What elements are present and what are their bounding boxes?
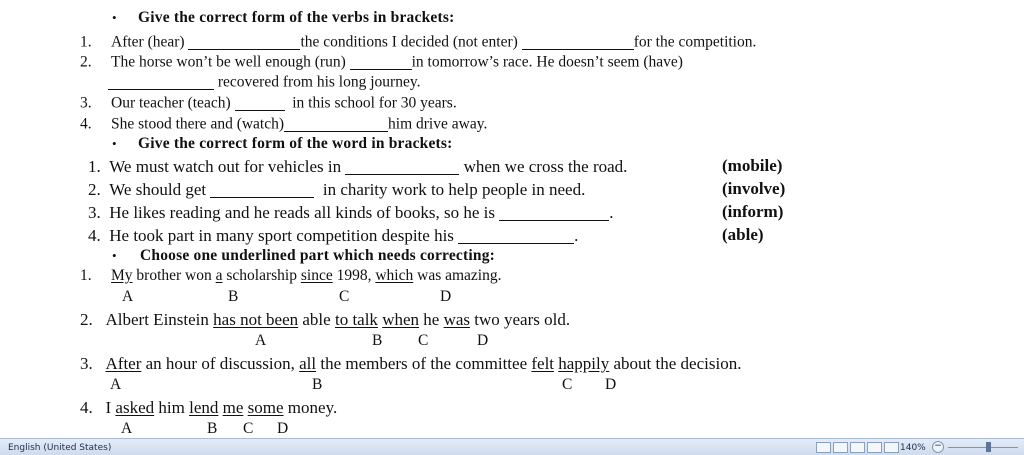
word-hint: (mobile) <box>722 156 783 175</box>
item-text: He likes reading and he reads all kinds of books, so he is <box>109 203 495 222</box>
item-text: was amazing. <box>413 267 502 284</box>
underlined-part[interactable]: My <box>111 267 133 284</box>
item-number: 1. <box>88 157 101 176</box>
outline-view-button[interactable] <box>867 442 882 453</box>
word-hint: (involve) <box>722 179 786 198</box>
word-hint: (inform) <box>722 202 784 221</box>
item-number: 3. <box>80 94 92 112</box>
item-text: him drive away. <box>388 115 488 133</box>
s3-item1 <box>80 268 501 284</box>
item-text: two years old. <box>470 310 571 329</box>
item-text: After (hear) <box>111 33 185 51</box>
option-label: D <box>440 288 452 305</box>
underlined-part[interactable]: all <box>299 354 317 373</box>
draft-view-button[interactable] <box>884 442 899 453</box>
s1-item1 <box>80 33 756 50</box>
answer-blank[interactable] <box>284 115 388 132</box>
item-text: . <box>574 226 579 245</box>
item-number: 2. <box>88 180 101 199</box>
option-label: D <box>605 376 617 393</box>
underlined-part[interactable]: me <box>222 398 244 417</box>
s3-item2 <box>80 311 570 328</box>
item-text: brother won <box>132 267 216 284</box>
web-layout-view-button[interactable] <box>850 442 865 453</box>
s1-item3 <box>80 94 457 111</box>
item-text: The horse won’t be well enough (run) <box>111 53 346 71</box>
option-label: A <box>110 376 122 393</box>
s3-item4 <box>80 399 337 416</box>
answer-blank[interactable] <box>522 33 634 50</box>
underlined-part[interactable]: lend <box>189 398 219 417</box>
answer-blank[interactable] <box>210 180 314 198</box>
item-number: 4. <box>88 226 101 245</box>
option-label: C <box>562 376 573 393</box>
status-bar <box>0 438 1024 455</box>
option-label: C <box>418 332 429 349</box>
item-number: 4. <box>80 115 92 133</box>
underlined-part[interactable]: some <box>247 398 284 417</box>
item-text: able <box>298 310 335 329</box>
underlined-part[interactable]: which <box>375 267 414 284</box>
item-text: We should get <box>109 180 207 199</box>
section3-heading: Choose one underlined part which needs correcting: <box>140 247 496 264</box>
word-hint: (able) <box>722 225 764 244</box>
item-text: about the decision. <box>609 354 742 373</box>
answer-blank[interactable] <box>235 94 285 111</box>
s2-item2 <box>88 180 585 198</box>
item-number: 3. <box>80 354 93 373</box>
item-text: the conditions I decided (not enter) <box>300 33 518 51</box>
option-label: C <box>243 420 254 437</box>
item-text: in charity work to help people in need. <box>322 180 586 199</box>
language-indicator[interactable]: English (United States) <box>8 443 112 453</box>
zoom-out-button[interactable]: − <box>932 441 944 453</box>
underlined-part[interactable]: since <box>300 267 333 284</box>
item-number: 1. <box>80 33 92 51</box>
print-layout-view-button[interactable] <box>816 442 831 453</box>
item-text: . <box>609 203 614 222</box>
item-text: recovered from his long journey. <box>217 73 421 91</box>
underlined-part[interactable]: asked <box>115 398 155 417</box>
option-label: B <box>207 420 218 437</box>
underlined-part[interactable]: has not been <box>213 310 299 329</box>
option-label: A <box>121 420 133 437</box>
bullet: • <box>112 136 117 151</box>
item-text: I <box>105 398 116 417</box>
item-text: him <box>154 398 190 417</box>
item-number: 4. <box>80 398 93 417</box>
full-screen-view-button[interactable] <box>833 442 848 453</box>
item-text: Our teacher (teach) <box>111 94 231 112</box>
bullet: • <box>112 10 117 25</box>
item-number: 2. <box>80 310 93 329</box>
bullet: • <box>112 248 117 263</box>
item-text: in tomorrow’s race. He doesn’t seem (have) <box>411 53 683 71</box>
option-label: B <box>312 376 323 393</box>
option-label: D <box>477 332 489 349</box>
option-label: B <box>228 288 239 305</box>
underlined-part[interactable]: felt <box>531 354 555 373</box>
option-label: B <box>372 332 383 349</box>
item-text: She stood there and (watch) <box>111 115 285 133</box>
underlined-part[interactable]: when <box>382 310 420 329</box>
item-text: He took part in many sport competition despite his <box>109 226 454 245</box>
underlined-part[interactable]: a <box>215 267 223 284</box>
option-label: A <box>122 288 134 305</box>
item-text: 1998, <box>332 267 376 284</box>
item-number: 3. <box>88 203 101 222</box>
zoom-slider-thumb[interactable] <box>986 442 991 452</box>
section1-heading: Give the correct form of the verbs in brackets: <box>138 9 455 26</box>
underlined-part[interactable]: happily <box>558 354 610 373</box>
option-label: D <box>277 420 289 437</box>
option-label: A <box>255 332 267 349</box>
answer-blank[interactable] <box>499 203 609 221</box>
answer-blank[interactable] <box>108 73 214 90</box>
item-text: Albert Einstein <box>105 310 214 329</box>
s2-item3 <box>88 203 613 221</box>
section2-heading: Give the correct form of the word in brackets: <box>138 135 453 152</box>
option-label: C <box>339 288 350 305</box>
item-number: 2. <box>80 53 92 71</box>
item-text: he <box>419 310 444 329</box>
s1-item4 <box>80 115 487 132</box>
answer-blank[interactable] <box>458 226 574 244</box>
answer-blank[interactable] <box>345 157 459 175</box>
item-text: money. <box>283 398 338 417</box>
item-text: for the competition. <box>633 33 757 51</box>
answer-blank[interactable] <box>350 53 412 70</box>
underlined-part[interactable]: was <box>443 310 471 329</box>
item-text: in this school for 30 years. <box>292 94 457 112</box>
underlined-part[interactable]: to talk <box>334 310 378 329</box>
item-number: 1. <box>80 267 92 284</box>
s2-item1 <box>88 157 627 175</box>
s3-item3 <box>80 355 741 372</box>
item-text: We must watch out for vehicles in <box>109 157 342 176</box>
s1-item2 <box>80 53 683 70</box>
item-text: an hour of discussion, <box>141 354 300 373</box>
zoom-slider-track[interactable] <box>948 447 1018 448</box>
s2-item4 <box>88 226 578 244</box>
item-text: the members of the committee <box>316 354 532 373</box>
s1-item2-cont <box>108 73 420 90</box>
item-text: scholarship <box>222 267 301 284</box>
zoom-level[interactable]: 140% <box>900 443 926 453</box>
item-text: when we cross the road. <box>463 157 628 176</box>
answer-blank[interactable] <box>188 33 300 50</box>
underlined-part[interactable]: After <box>105 354 142 373</box>
